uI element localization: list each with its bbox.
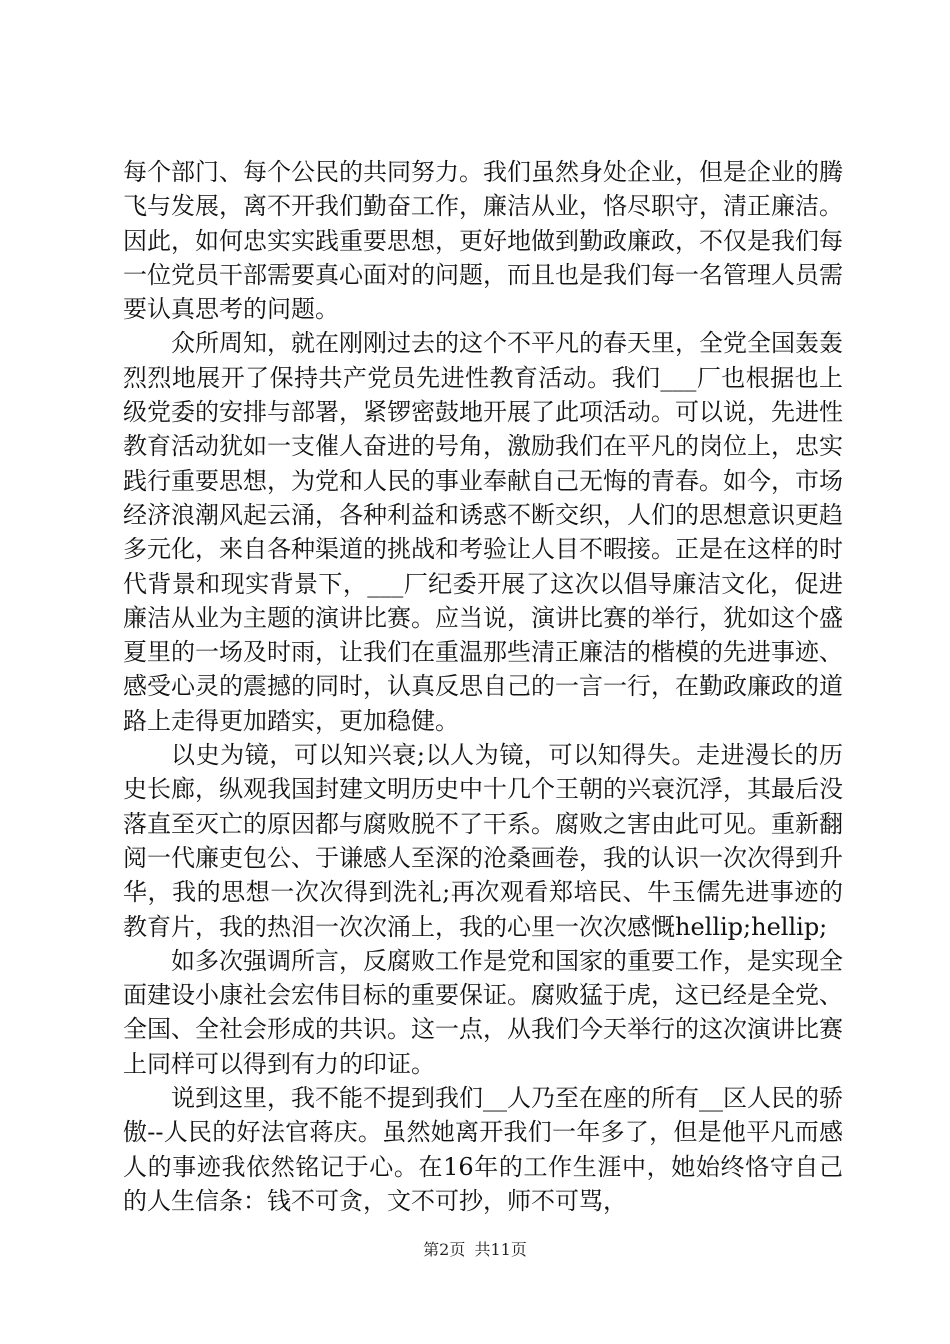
paragraph-1: 每个部门、每个公民的共同努力。我们虽然身处企业，但是企业的腾飞与发展，离不开我们勤奋工作，廉洁从业，恪尽职守，清正廉洁。因此，如何忠实实践重要思想，更好地做到勤政廉政，不仅是我们每一位党员干部需要真心面对的问题，而且也是我们每一名管理人员需要认真思考的问题。 xyxy=(123,158,843,324)
page-total: 共11页 xyxy=(474,1240,527,1259)
document-body xyxy=(123,155,843,1218)
paragraph-3: 以史为镜，可以知兴衰;以人为镜，可以知得失。走进漫长的历史长廊，纵观我国封建文明历史中十几个王朝的兴衰沉浮，其最后没落直至灭亡的原因都与腐败脱不了干系。腐败之害由此可见。重新翻阅一代廉吏包公、于谦感人至深的沧桑画卷，我的认识一次次得到升华，我的思想一次次得到洗礼;再次观看郑培民、牛玉儒先进事迹的教育片，我的热泪一次次涌上，我的心里一次次感慨hellip;hellip; xyxy=(123,741,843,941)
paragraph-2: 众所周知，就在刚刚过去的这个不平凡的春天里，全党全国轰轰烈烈地展开了保持共产党员先进性教育活动。我们___厂也根据也上级党委的安排与部署，紧锣密鼓地开展了此项活动。可以说，先进性教育活动犹如一支催人奋进的号角，激励我们在平凡的岗位上，忠实践行重要思想，为党和人民的事业奉献自己无悔的青春。如今，市场经济浪潮风起云涌，各种利益和诱惑不断交织，人们的思想意识更趋多元化，来自各种渠道的挑战和考验让人目不暇接。正是在这样的时代背景和现实背景下，___厂纪委开展了这次以倡导廉洁文化，促进廉洁从业为主题的演讲比赛。应当说，演讲比赛的举行，犹如这个盛夏里的一场及时雨，让我们在重温那些清正廉洁的楷模的先进事迹、感受心灵的震撼的同时，认真反思自己的一言一行，在勤政廉政的道路上走得更加踏实，更加稳健。 xyxy=(123,329,843,735)
page-number: 第2页 xyxy=(423,1240,466,1259)
paragraph-5: 说到这里，我不能不提到我们__人乃至在座的所有__区人民的骄傲--人民的好法官蒋庆。虽然她离开我们一年多了，但是他平凡而感人的事迹我依然铭记于心。在16年的工作生涯中，她始终恪守自己的人生信条：钱不可贪，文不可抄，师不可骂， xyxy=(123,1084,843,1215)
paragraph-4: 如多次强调所言，反腐败工作是党和国家的重要工作，是实现全面建设小康社会宏伟目标的重要保证。腐败猛于虎，这已经是全党、全国、全社会形成的共识。这一点，从我们今天举行的这次演讲比赛上同样可以得到有力的印证。 xyxy=(123,946,843,1078)
page-footer xyxy=(0,1237,950,1260)
